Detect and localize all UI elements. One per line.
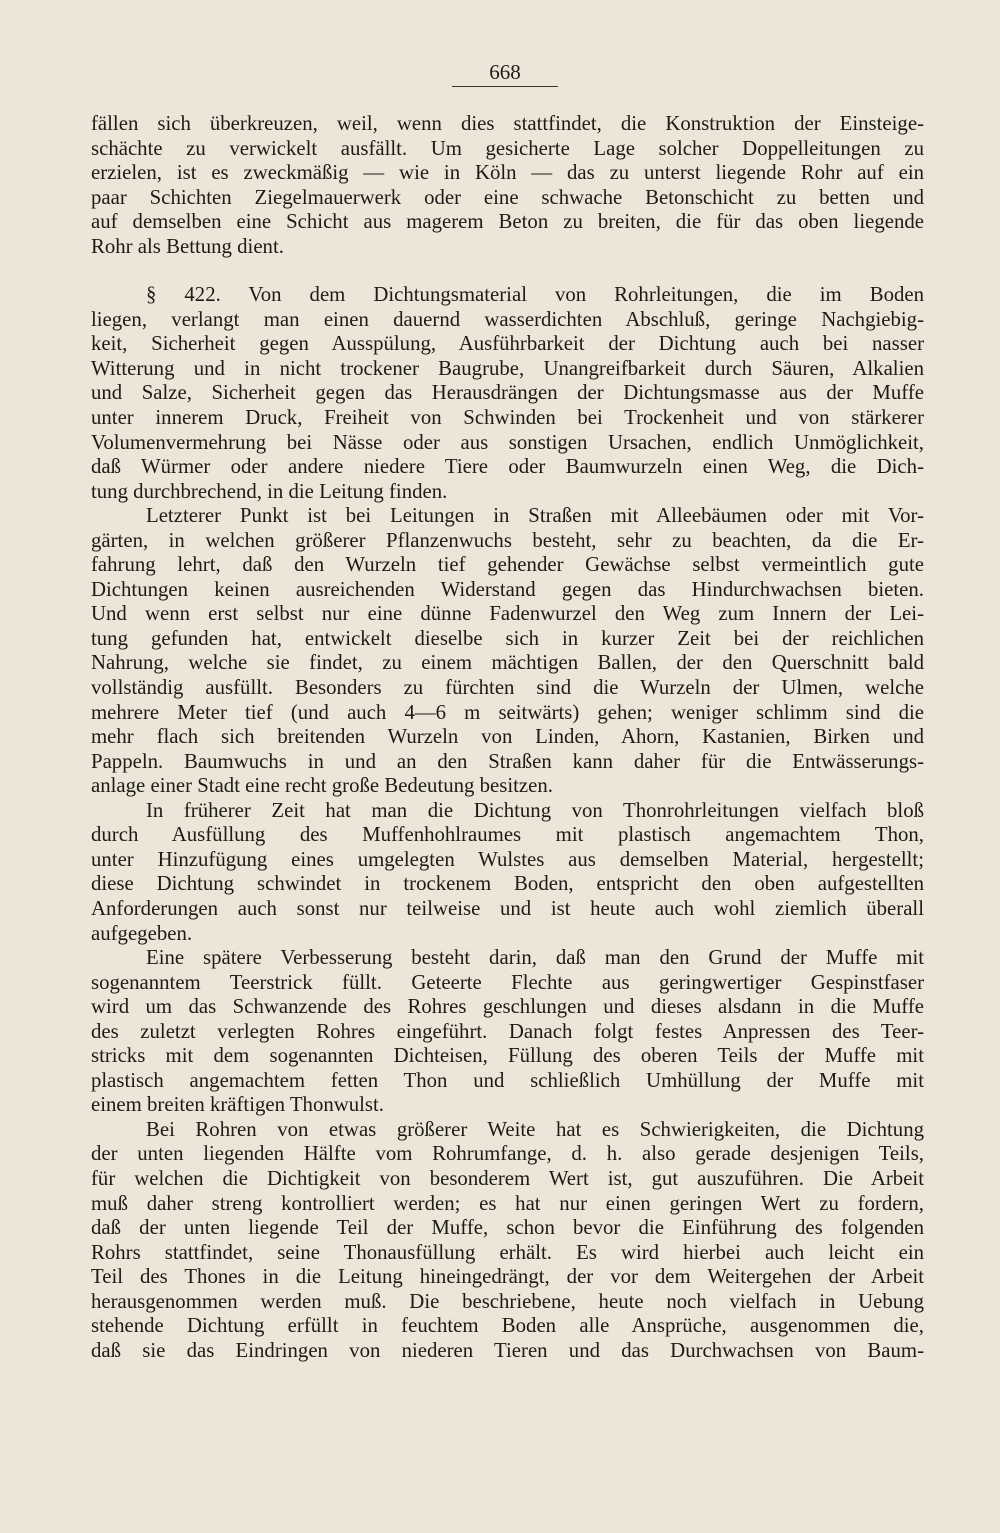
text-line: unter Hinzufügung eines umgelegten Wulstes aus demselben Material, hergestellt; [91, 847, 924, 871]
text-line: Letzterer Punkt ist bei Leitungen in Straßen mit Alleebäumen oder mit Vor- [146, 504, 924, 528]
text-line: Teil des Thones in die Leitung hineingedrängt, der vor dem Weitergehen der Arbeit [91, 1265, 924, 1289]
text-line: mehr flach sich breitenden Wurzeln von Linden, Ahorn, Kastanien, Birken und [91, 725, 924, 749]
text-line: des zuletzt verlegten Rohres eingeführt. Danach folgt festes Anpressen des Teer- [91, 1019, 924, 1043]
section-heading-line: § 422. Von dem Dichtungsmaterial von Rohrleitungen, die im Boden [146, 283, 924, 307]
text-line: gärten, in welchen größerer Pflanzenwuchs besteht, sehr zu beachten, da die Er- [91, 528, 924, 552]
text-line: muß daher streng kontrolliert werden; es hat nur einen geringen Wert zu fordern, [91, 1191, 924, 1215]
text-line: keit, Sicherheit gegen Ausspülung, Ausführbarkeit der Dichtung auch bei nasser [91, 332, 924, 356]
text-line: Rohr als Bettung dient. [91, 234, 284, 258]
text-line: schächte zu verwickelt ausfällt. Um gesicherte Lage solcher Doppelleitungen zu [91, 136, 924, 160]
text-line: stricks mit dem sogenannten Dichteisen, Füllung des oberen Teils der Muffe mit [91, 1044, 924, 1068]
section-gap [91, 259, 924, 283]
text-line: Witterung und in nicht trockener Baugrube, Unangreifbarkeit durch Säuren, Alkalien [91, 356, 924, 380]
text-line: Nahrung, welche sie findet, zu einem mächtigen Ballen, der den Querschnitt bald [91, 651, 924, 675]
paragraph-1 [91, 112, 924, 259]
body-text [91, 112, 924, 1363]
text-line: erzielen, ist es zweckmäßig — wie in Köln — das zu unterst liegende Rohr auf ein [91, 161, 924, 185]
paragraph-4 [91, 799, 924, 946]
paragraph-2 [91, 283, 924, 504]
text-line: für welchen die Dichtigkeit von besonderem Wert ist, gut auszuführen. Die Arbeit [91, 1166, 924, 1190]
text-line: paar Schichten Ziegelmauerwerk oder eine schwache Betonschicht zu betten und [91, 185, 924, 209]
text-line: Bei Rohren von etwas größerer Weite hat es Schwierigkeiten, die Dichtung [146, 1117, 924, 1141]
text-line: wird um das Schwanzende des Rohres geschlungen und dieses alsdann in die Muffe [91, 995, 924, 1019]
text-line: daß Würmer oder andere niedere Tiere oder Baumwurzeln einen Weg, die Dich- [91, 455, 924, 479]
text-line: Anforderungen auch sonst nur teilweise und ist heute auch wohl ziemlich überall [91, 896, 924, 920]
text-line: anlage einer Stadt eine recht große Bedeutung besitzen. [91, 774, 553, 798]
text-line: liegen, verlangt man einen dauernd wasserdichten Abschluß, geringe Nachgiebig- [91, 307, 924, 331]
text-line: tung durchbrechend, in die Leitung finden. [91, 479, 448, 503]
text-line: Eine spätere Verbesserung besteht darin, daß man den Grund der Muffe mit [146, 946, 924, 970]
text-line: fahrung lehrt, daß den Wurzeln tief gehender Gewächse selbst vermeintlich gute [91, 553, 924, 577]
text-line: und Salze, Sicherheit gegen das Herausdrängen der Dichtungsmasse aus der Muffe [91, 381, 924, 405]
text-line: daß sie das Eindringen von niederen Tieren und das Durchwachsen von Baum- [91, 1338, 924, 1362]
text-line: Volumenvermehrung bei Nässe oder aus sonstigen Ursachen, endlich Unmöglichkeit, [91, 430, 924, 454]
paragraph-3 [91, 504, 924, 799]
text-line: daß der unten liegende Teil der Muffe, schon bevor die Einführung des folgenden [91, 1216, 924, 1240]
text-line: Dichtungen keinen ausreichenden Widerstand gegen das Hindurchwachsen bieten. [91, 577, 924, 601]
text-line: Und wenn erst selbst nur eine dünne Fadenwurzel den Weg zum Innern der Lei- [91, 602, 924, 626]
text-line: diese Dichtung schwindet in trockenem Boden, entspricht den oben aufgestellten [91, 872, 924, 896]
text-line: der unten liegenden Hälfte vom Rohrumfange, d. h. also gerade desjenigen Teils, [91, 1142, 924, 1166]
paragraph-5 [91, 946, 924, 1118]
text-line: durch Ausfüllung des Muffenhohlraumes mit plastisch angemachtem Thon, [91, 823, 924, 847]
text-line: vollständig ausfüllt. Besonders zu fürchten sind die Wurzeln der Ulmen, welche [91, 676, 924, 700]
text-line: sogenanntem Teerstrick füllt. Geteerte Flechte aus geringwertiger Gespinstfaser [91, 970, 924, 994]
text-line: Rohrs stattfindet, seine Thonausfüllung erhält. Es wird hierbei auch leicht ein [91, 1240, 924, 1264]
text-line: In früherer Zeit hat man die Dichtung von Thonrohrleitungen vielfach bloß [146, 798, 924, 822]
text-line: herausgenommen werden muß. Die beschriebene, heute noch vielfach in Uebung [91, 1289, 924, 1313]
paragraph-6 [91, 1118, 924, 1363]
text-line: einem breiten kräftigen Thonwulst. [91, 1093, 385, 1117]
text-line: auf demselben eine Schicht aus magerem Beton zu breiten, die für das oben liegende [91, 210, 924, 234]
text-line: aufgegeben. [91, 921, 193, 945]
text-line: fällen sich überkreuzen, weil, wenn dies stattfindet, die Konstruktion der Einsteige- [91, 112, 924, 135]
text-line: Pappeln. Baumwuchs in und an den Straßen kann daher für die Entwässerungs- [91, 749, 924, 773]
text-line: mehrere Meter tief (und auch 4—6 m seitwärts) gehen; weniger schlimm sind die [91, 700, 924, 724]
text-line: plastisch angemachtem fetten Thon und schließlich Umhüllung der Muffe mit [91, 1068, 924, 1092]
text-line: tung gefunden hat, entwickelt dieselbe sich in kurzer Zeit bei der reichlichen [91, 626, 924, 650]
text-line: unter innerem Druck, Freiheit von Schwinden bei Trockenheit und von stärkerer [91, 406, 924, 430]
text-line: stehende Dichtung erfüllt in feuchtem Boden alle Ansprüche, ausgenommen die, [91, 1314, 924, 1338]
page-number: 668 [452, 58, 558, 87]
